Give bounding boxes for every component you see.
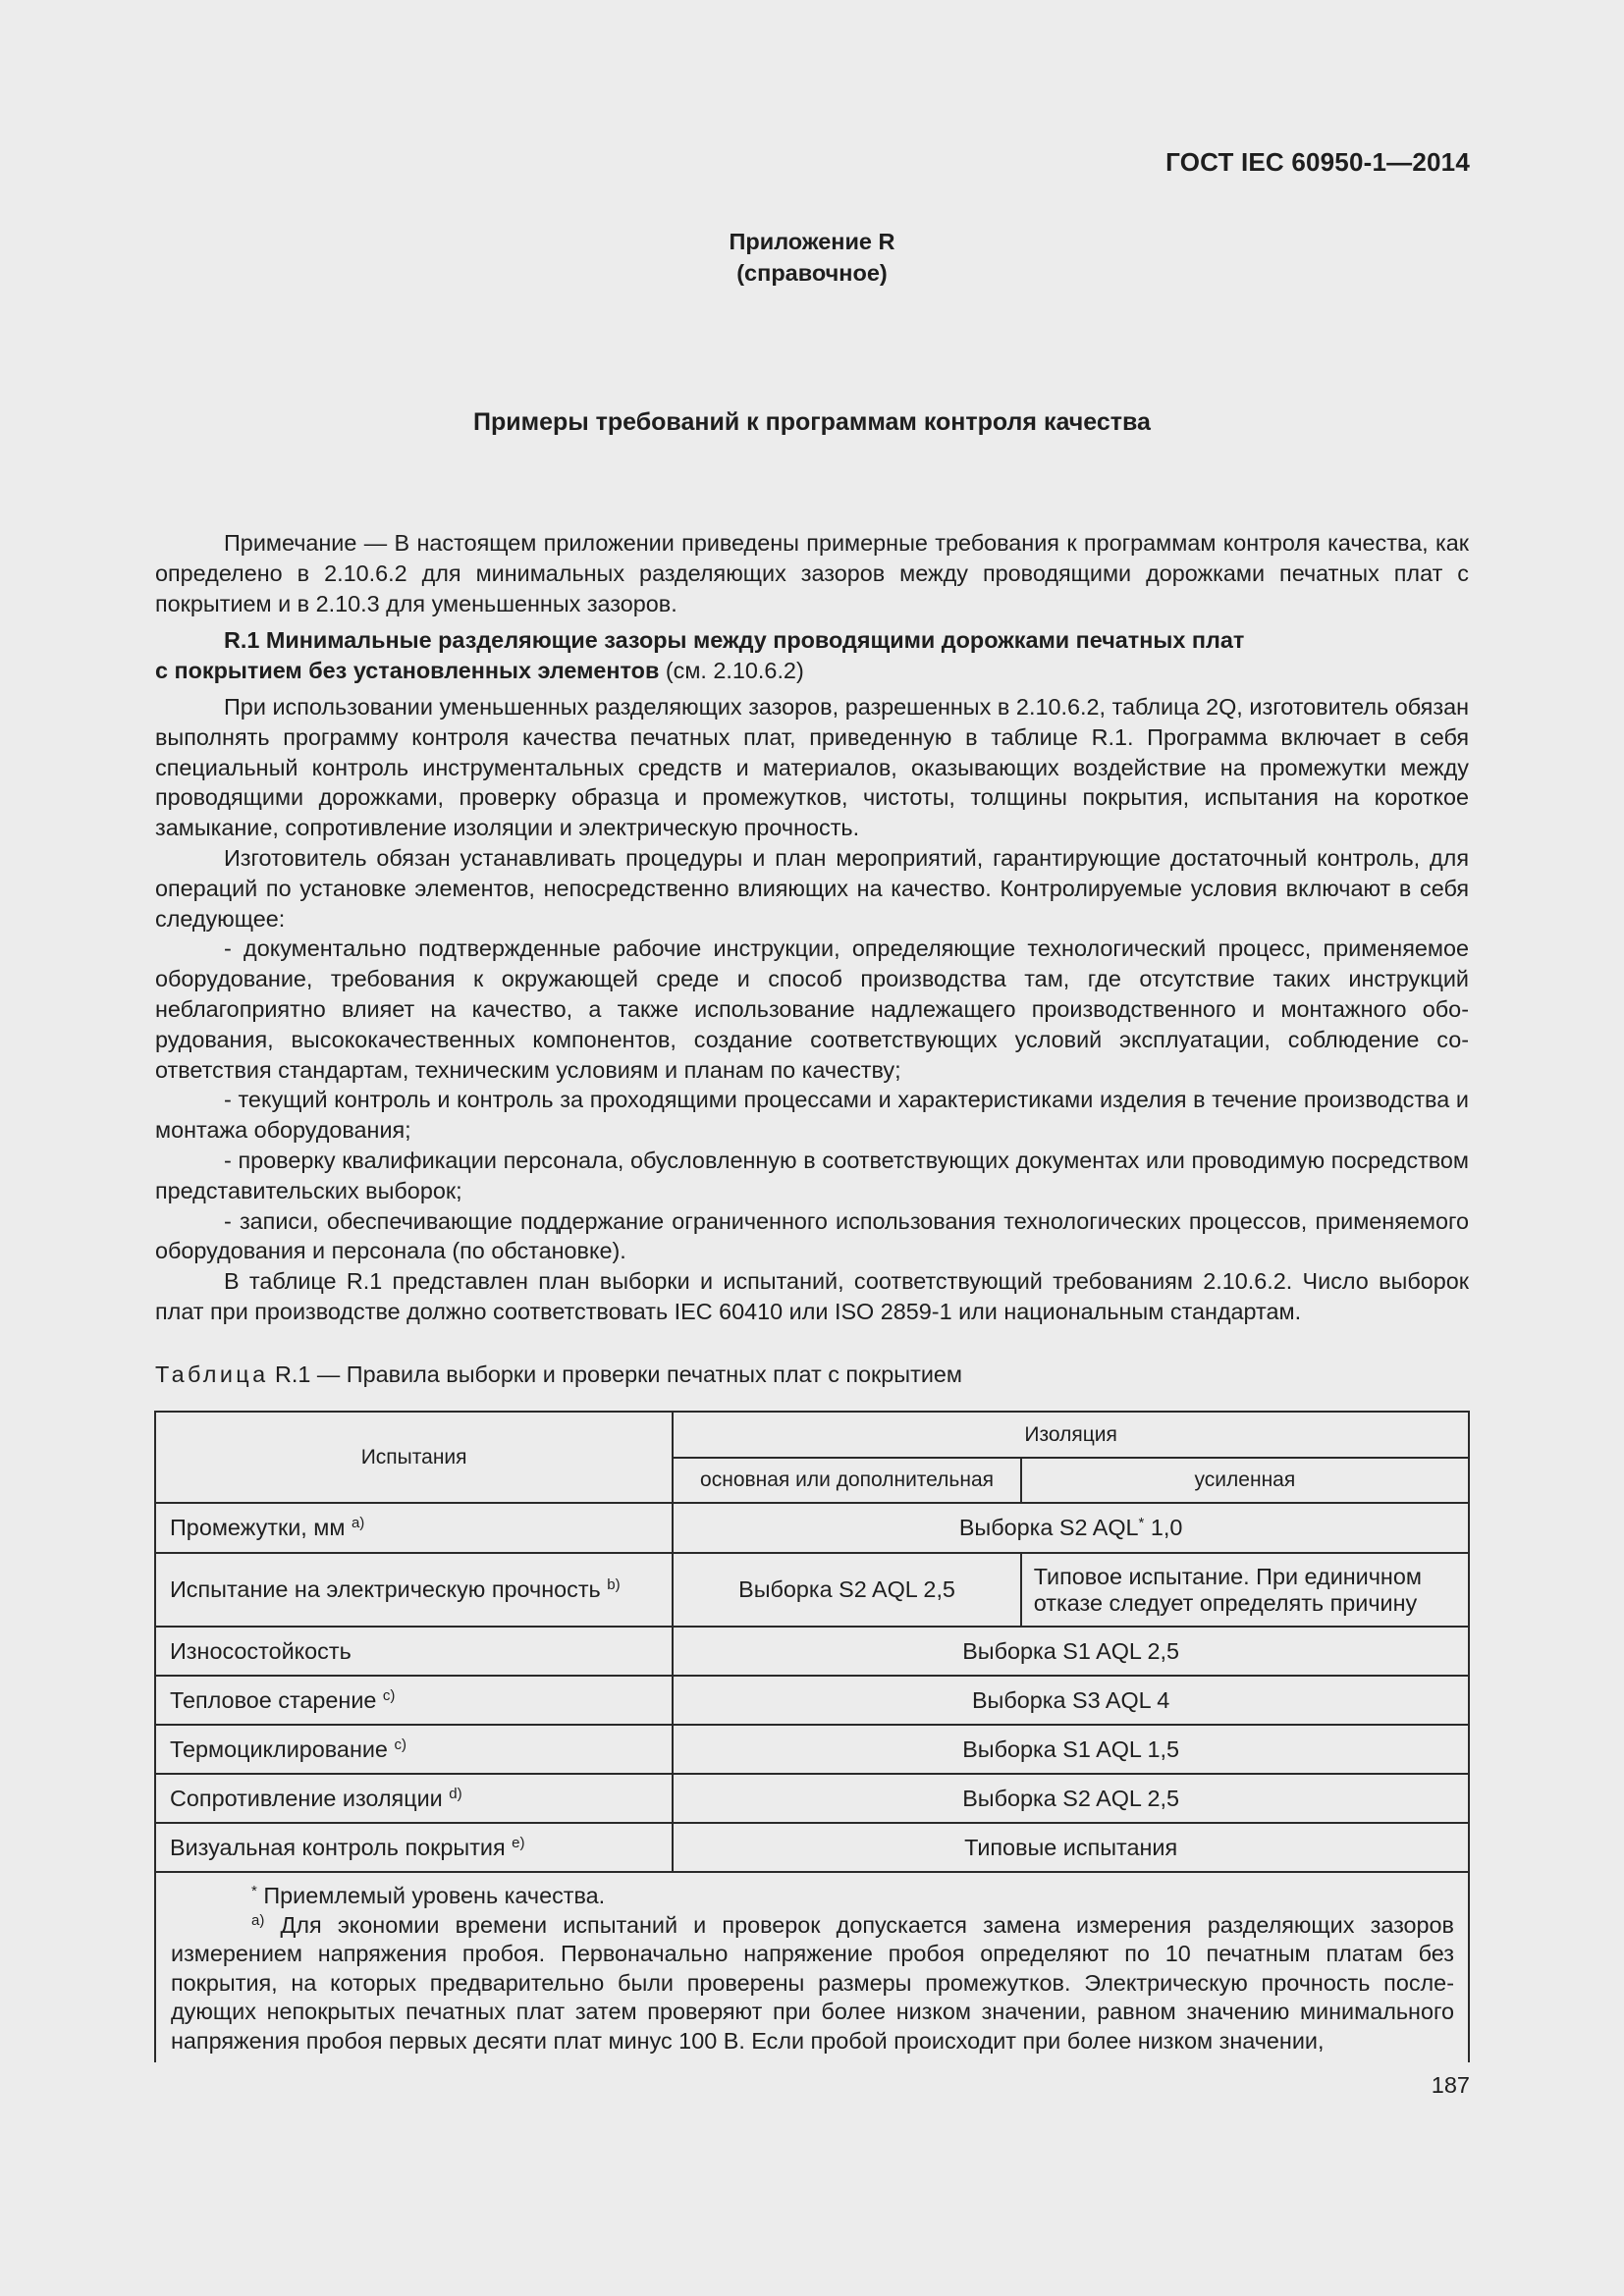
standard-code: ГОСТ IEC 60950-1—2014 xyxy=(1165,147,1470,177)
footnote-ref: d) xyxy=(449,1785,462,1802)
sample-cell: Выборка S3 AQL 4 xyxy=(673,1676,1469,1725)
sample-cell-reinforced: Типовое испытание. При единичном отказе следует определять причину xyxy=(1021,1553,1469,1627)
header-tests: Испытания xyxy=(155,1412,673,1503)
test-name: Визуальная контроль покрытия xyxy=(170,1834,506,1860)
list-item: - текущий контроль и контроль за проходящими процессами и характеристиками изделия в течение производства и монтажа оборудования; xyxy=(155,1087,1469,1144)
footnote-mark: a) xyxy=(251,1911,265,1929)
section-heading-ref: (см. 2.10.6.2) xyxy=(659,658,804,684)
table-row xyxy=(155,1503,1469,1553)
sample-value: Выборка S2 AQL xyxy=(958,1515,1139,1540)
list-item: - документально подтвержденные рабочие инструкции, определяющие технологический процесс, применяемое оборудование, требования к окружающей среде и способ производства там, где отсутствие таких инструкций неблагоприятно влияет на качество, а также использование надлежащего производственного и монтажного оборудования, высококачественных компонентов, создание соответствующих условий эксплуатации, соблюдение соответствия стандартам, техническим условиям и планам по качеству; xyxy=(155,935,1469,1083)
body-text xyxy=(155,528,1469,1327)
test-name: Промежутки, мм xyxy=(170,1515,346,1540)
section-heading-line2: с покрытием без установленных элементов xyxy=(155,658,660,684)
footnote-text: Для экономии времени испытаний и проверок допускается замена измерения разделяющих зазоров измерением напряжения пробоя. Первоначально напряжение пробоя определяют по 10 печатным платам без покрытия, на которых предварительно были проверены размеры промежутков. Электрическую прочность последующих непокрытых печатных плат затем проверяют при более низком значении, равном значению минимального напряжения пробоя первых десяти плат минус 100 В. Если пробой происходит при более низком значении, xyxy=(171,1911,1454,2054)
list-item: - проверку квалификации персонала, обусловленную в соответствующих документах или проводимую посредством представительских выборок; xyxy=(155,1147,1469,1203)
test-name-cell xyxy=(155,1725,673,1774)
footnote-ref: * xyxy=(1138,1515,1145,1531)
footnote-mark: * xyxy=(251,1883,257,1899)
table-footnotes xyxy=(154,1872,1470,2062)
sample-value-suffix: 1,0 xyxy=(1144,1515,1183,1540)
footnote-ref: c) xyxy=(394,1735,406,1753)
table-row xyxy=(155,1774,1469,1823)
test-name-cell xyxy=(155,1676,673,1725)
sample-cell-basic: Выборка S2 AQL 2,5 xyxy=(673,1553,1021,1627)
appendix-type: (справочное) xyxy=(736,260,888,286)
table-row xyxy=(155,1725,1469,1774)
quality-table xyxy=(154,1411,1470,1873)
sample-cell: Выборка S1 AQL 2,5 xyxy=(673,1627,1469,1676)
test-name: Тепловое старение xyxy=(170,1686,377,1713)
footnote-ref: c) xyxy=(382,1686,396,1704)
footnote-text: Приемлемый уровень качества. xyxy=(256,1883,606,1908)
test-name-cell xyxy=(155,1823,673,1872)
section-heading-line1: R.1 Минимальные разделяющие зазоры между проводящими дорожками печатных плат xyxy=(224,627,1245,654)
test-name-cell xyxy=(155,1553,673,1627)
table-header-row xyxy=(155,1412,1469,1458)
table-row xyxy=(155,1553,1469,1627)
test-name-cell xyxy=(155,1774,673,1823)
appendix-heading xyxy=(0,226,1624,289)
table-caption xyxy=(155,1362,962,1388)
footnote-star xyxy=(171,1882,1454,1911)
header-basic: основная или дополнительная xyxy=(673,1458,1021,1503)
section-heading xyxy=(155,625,1469,686)
test-name: Сопротивление изоляции xyxy=(170,1785,443,1811)
footnote-a xyxy=(171,1911,1454,2056)
footnote-ref: b) xyxy=(607,1576,621,1593)
note-paragraph: Примечание — В настоящем приложении приведены примерные требования к программам контроля качества, как определено в 2.10.6.2 для минимальных разделяющих зазоров между проводящими дорожками печатных плат с покрытием и в 2.10.3 для уменьшенных зазоров. xyxy=(155,530,1469,616)
sample-cell: Типовые испытания xyxy=(673,1823,1469,1872)
table-caption-prefix: Таблица xyxy=(155,1362,269,1387)
sample-cell: Выборка S2 AQL 2,5 xyxy=(673,1774,1469,1823)
table-row xyxy=(155,1627,1469,1676)
table-row xyxy=(155,1823,1469,1872)
table-row xyxy=(155,1676,1469,1725)
appendix-title: Приложение R xyxy=(729,229,895,254)
sample-cell: Выборка S1 AQL 1,5 xyxy=(673,1725,1469,1774)
paragraph: В таблице R.1 представлен план выборки и испытаний, соответствующий требованиям 2.10.6.2. Число выборок плат при производстве должно соответствовать IEC 60410 или ISO 2859-1 или национальным стандартам. xyxy=(155,1268,1469,1324)
paragraph: Изготовитель обязан устанавливать процедуры и план мероприятий, гарантирующие достаточный контроль, для операций по установке элементов, непосредственно влияющих на качество. Контролируемые условия включают в себя следующее: xyxy=(155,844,1469,932)
header-insulation: Изоляция xyxy=(673,1412,1469,1458)
page-number: 187 xyxy=(1431,2072,1470,2098)
table-caption-text: R.1 — Правила выборки и проверки печатных плат с покрытием xyxy=(268,1362,962,1387)
test-name: Испытание на электрическую прочность xyxy=(170,1576,601,1602)
header-reinforced: усиленная xyxy=(1021,1458,1469,1503)
footnote-ref: e) xyxy=(512,1834,525,1851)
list-item: - записи, обеспечивающие поддержание ограниченного использования технологических процессов, применяемого оборудования и персонала (по обстановке). xyxy=(155,1207,1469,1264)
test-name: Термоциклирование xyxy=(170,1735,388,1762)
footnote-ref: a) xyxy=(351,1515,365,1531)
page-title: Примеры требований к программам контроля качества xyxy=(473,408,1151,436)
sample-cell xyxy=(673,1503,1469,1553)
paragraph: При использовании уменьшенных разделяющих зазоров, разрешенных в 2.10.6.2, таблица 2Q, изготовитель обязан выполнять программу контроля качества печатных плат, приведенную в таблице R.1. Программа включает в себя специальный контроль инструментальных средств и материалов, оказывающих воздействие на промежутки между проводящими дорожками, проверку образца и промежутков, чистоты, толщины покрытия, испытания на короткое замыкание, сопротивление изоляции и электрическую прочность. xyxy=(155,693,1469,841)
test-name-cell: Износостойкость xyxy=(155,1627,673,1676)
test-name-cell xyxy=(155,1503,673,1553)
